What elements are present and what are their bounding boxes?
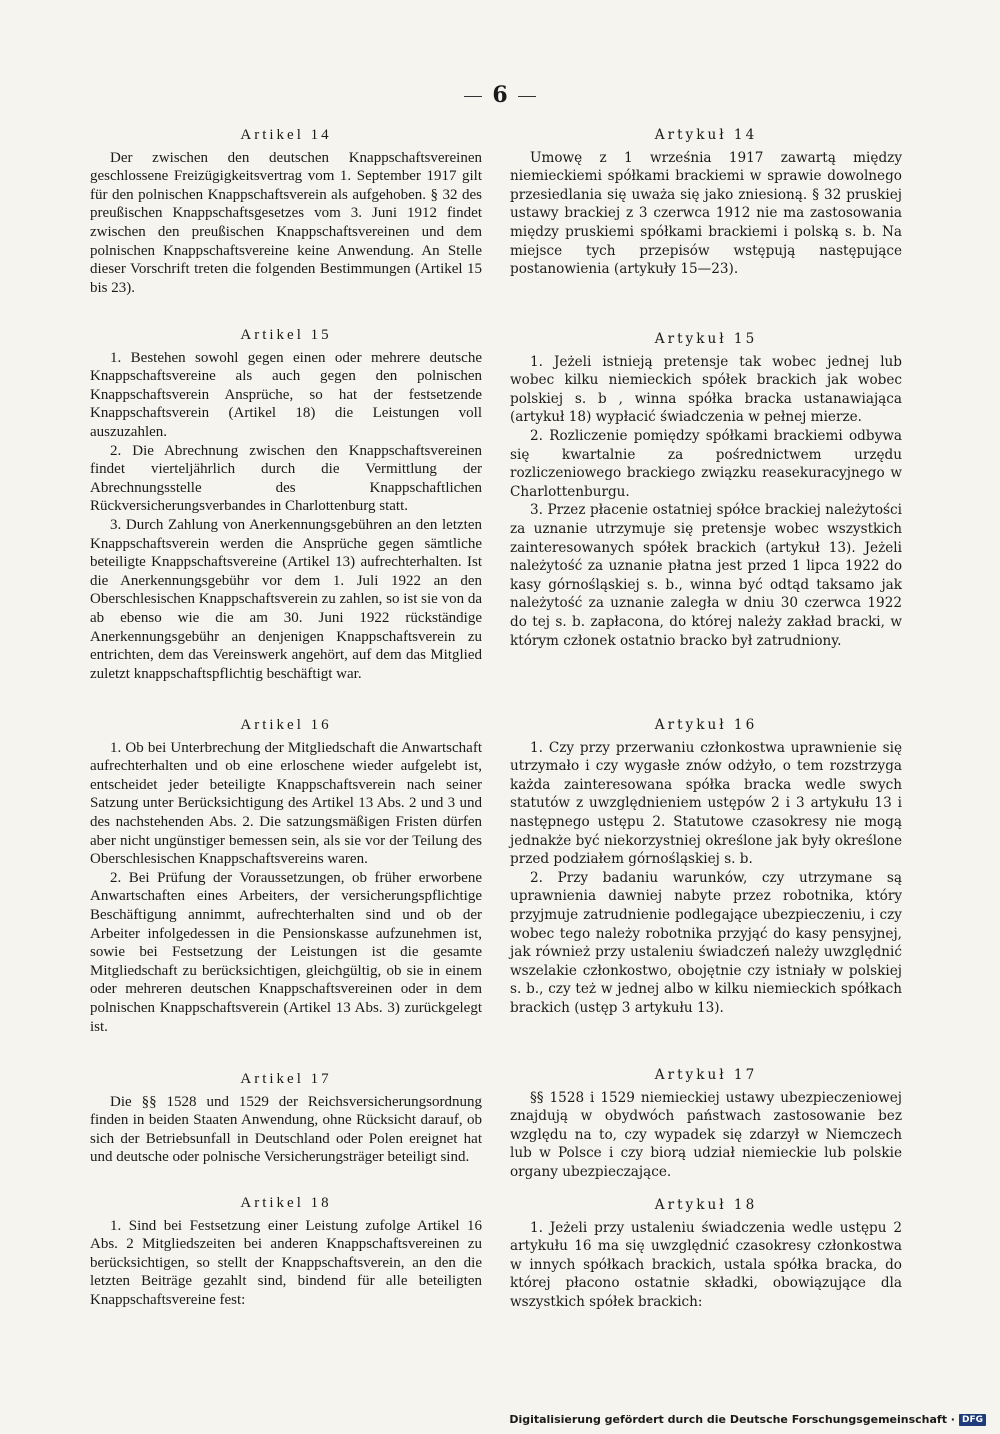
de-article-17 <box>90 1070 482 1167</box>
pl-article-15-para-1: 1. Jeżeli istnieją pretensje tak wobec jednej lub wobec kilku niemieckich spółek brackich jak wobec polskiej s. b , winna spółka bracka ustanawiająca (artykuł 18) wypłacić świadczenia w pełnej mierze. <box>510 353 902 426</box>
de-article-14-para-1: Der zwischen den deutschen Knappschaftsvereinen geschlossene Freizügigkeitsvertrag vom 1. September 1917 gilt für den polnischen Knappschaftsverein als aufgehoben. § 32 des preußischen Knappschaftsgesetzes vom 3. Juni 1912 findet zwischen den preußischen Knappschaftsvereinen und dem polnischen Knappschaftsvereine keine Anwendung. An Stelle dieser Vorschrift treten die folgenden Bestimmungen (Artikel 15 bis 23). <box>90 149 482 296</box>
pl-article-16-heading: Artykuł 16 <box>654 717 758 733</box>
de-article-14-heading: Artikel 14 <box>240 127 332 143</box>
de-article-16 <box>90 716 482 1036</box>
de-article-16-para-2: 2. Bei Prüfung der Voraussetzungen, ob früher erworbene Anwartschaften eines Arbeiters, der versicherungspflichtige Beschäftigung annimmt, aufrechterhalten sind und ob der Arbeiter infolgedessen in die Pensionskasse aufzunehmen ist, sowie bei Festsetzung der Leistungen ist die gesamte Mitgliedschaft zu berücksichtigen, gleichgültig, ob sie in einem oder mehreren deutschen Knappschaftsvereinen oder in dem polnischen Knappschaftsverein (Artikel 13 Abs. 3) zurückgelegt ist. <box>90 869 482 1035</box>
digitization-credit-text: Digitalisierung gefördert durch die Deutsche Forschungsgemeinschaft · <box>509 1413 955 1426</box>
pl-article-15-heading: Artykuł 15 <box>654 331 758 347</box>
de-article-18-heading: Artikel 18 <box>240 1195 332 1211</box>
pl-article-15 <box>510 330 902 650</box>
pl-article-15-para-2: 2. Rozliczenie pomiędzy spółkami brackiemi odbywa się kwartalnie za pośrednictwem urzędu rozliczeniowego brackiego związku reasekuracyjnego w Charlottenburgu. <box>510 427 902 500</box>
pl-article-14 <box>510 126 902 279</box>
page-number-dash-left <box>464 96 482 97</box>
de-article-15-heading: Artikel 15 <box>240 327 332 343</box>
pl-article-18-para-1: 1. Jeżeli przy ustaleniu świadczenia wedle ustępu 2 artykułu 16 ma się uwzględnić czasokresy członkostwa w innych spółkach brackich, ustala spółka bracka, do której płacono ostatnie składki, obowiązujące dla wszystkich spółek brackich: <box>510 1219 902 1310</box>
de-article-15 <box>90 326 482 683</box>
pl-article-16 <box>510 716 902 1018</box>
de-article-18 <box>90 1194 482 1310</box>
de-article-18-para-1: 1. Sind bei Festsetzung einer Leistung zufolge Artikel 16 Abs. 2 Mitgliedszeiten bei anderen Knappschaftsvereinen zu berücksichtigen, so stellt der Knappschaftsverein, an den die letzten Beiträge gezahlt sind, bindend für alle beteiligten Knappschaftsvereine fest: <box>90 1217 482 1308</box>
pl-article-14-heading: Artykuł 14 <box>654 127 758 143</box>
de-article-15-para-2: 2. Die Abrechnung zwischen den Knappschaftsvereinen findet vierteljährlich durch die Vermittlung der Abrechnungsstelle des Knappschaftlichen Rückversicherungsverbandes in Charlottenburg statt. <box>90 442 482 515</box>
pl-article-16-para-1: 1. Czy przy przerwaniu członkostwa uprawnienie się utrzymało i czy wygasłe znów odżyło, o tem rozstrzyga każda zainteresowana spółka bracka wedle swych statutów z uwzględnieniem ustępów 2 i 3 artykułu 13 i następnego ustępu 2. Statutowe czasokresy nie mogą jednakże być niekorzystniej określone jak były określone przed podziałem górnośląskiej s. b. <box>510 739 902 868</box>
pl-article-18-heading: Artykuł 18 <box>654 1197 758 1213</box>
pl-article-16-para-2: 2. Przy badaniu warunków, czy utrzymane są uprawnienia dawniej nabyte przez robotnika, który przyjmuje zatrudnienie podlegające ubezpieczeniu, i czy wobec tego należy robotnika przyjąć do kasy pensyjnej, jak również przy ustaleniu świadczeń należy uwzględnić wszelakie członkostwo, obojętnie czy istniały w polskiej s. b., czy też w jednej albo w kilku niemieckich spółkach brackich (ustęp 3 artykułu 13). <box>510 869 902 1016</box>
page-number-dash-right <box>518 96 536 97</box>
page-number-value: 6 <box>492 82 508 108</box>
dfg-logo-icon: DFG <box>959 1414 986 1426</box>
de-article-16-heading: Artikel 16 <box>240 717 332 733</box>
pl-article-17-para-1: §§ 1528 i 1529 niemieckiej ustawy ubezpieczeniowej znajdują w obydwóch państwach zastosowanie bez względu na to, czy wypadek się zdarzył w Niemczech lub w Polsce i czy biorą udział niemieckie lub polskie organy ubezpieczające. <box>510 1089 902 1180</box>
pl-article-15-para-3: 3. Przez płacenie ostatniej spółce brackiej należytości za uznanie utrzymuje się pretensje wobec wszystkich zainteresowanych spółek brackich (artykuł 13). Jeżeli należytość za uznanie płatna jest przed 1 lipca 1922 do kasy górnośląskiej s. b., winna być odtąd taksamo jak należytość za uznanie zaległa w dniu 30 czerwca 1922 do tej s. b. zapłacona, do której należy zakład bracki, w którym członek ostatnio bracko był zatrudniony. <box>510 502 902 649</box>
de-article-14 <box>90 126 482 297</box>
digitization-credit <box>509 1413 986 1426</box>
page-number <box>0 82 1000 108</box>
de-article-16-para-1: 1. Ob bei Unterbrechung der Mitgliedschaft die Anwartschaft aufrechterhalten und ob eine erloschene wieder aufgelebt ist, entscheidet jeder beteiligte Knappschaftsverein nach seiner Satzung unter Berücksichtigung des Artikel 13 Abs. 2 und 3 und des nachstehenden Abs. 2. Die satzungsmäßigen Fristen dürfen aber nicht ungünstiger bemessen sein, als sie vor der Teilung des Oberschlesischen Knappschaftsvereins waren. <box>90 739 482 868</box>
pl-article-17-heading: Artykuł 17 <box>654 1067 758 1083</box>
pl-article-18 <box>510 1196 902 1312</box>
de-article-15-para-1: 1. Bestehen sowohl gegen einen oder mehrere deutsche Knappschaftsvereine als auch gegen den polnischen Knappschaftsverein Ansprüche, so hat der festsetzende Knappschaftsverein (Artikel 18) die Leistungen voll auszuzahlen. <box>90 349 482 440</box>
de-article-17-para-1: Die §§ 1528 und 1529 der Reichsversicherungsordnung finden in beiden Staaten Anwendung, ohne Rücksicht darauf, ob sich der Betriebsunfall in Deutschland oder Polen ereignet hat und deutsche oder polnische Versicherungsträger beteiligt sind. <box>90 1093 482 1166</box>
de-article-17-heading: Artikel 17 <box>240 1071 332 1087</box>
pl-article-17 <box>510 1066 902 1182</box>
de-article-15-para-3: 3. Durch Zahlung von Anerkennungsgebühren an den letzten Knappschaftsverein werden die Ansprüche gegen sämtliche beteiligte Knappschaftsvereine (Artikel 13) aufrechterhalten. Ist die Anerkennungsgebühr vor dem 1. Juli 1922 an den Oberschlesischen Knappschaftsverein zu zahlen, so ist sie von da ab ebenso wie die am 30. Juni 1922 rückständige Anerkennungsgebühr an denjenigen Knappschaftsverein zu entrichten, dem das Vereinswerk angehört, auf dem das Mitglied zuletzt knappschaftspflichtig beschäftigt war. <box>90 516 482 682</box>
pl-article-14-para-1: Umowę z 1 września 1917 zawartą między niemieckiemi spółkami brackiemi w sprawie dowolnego przesiedlania się uważa się jako zniesioną. § 32 pruskiej ustawy brackiej z 3 czerwca 1912 nie ma zastosowania między pruskiemi spółkami brackiemi i polską s. b. Na miejsce tych przepisów wstępują następujące postanowienia (artykuły 15—23). <box>510 149 902 278</box>
